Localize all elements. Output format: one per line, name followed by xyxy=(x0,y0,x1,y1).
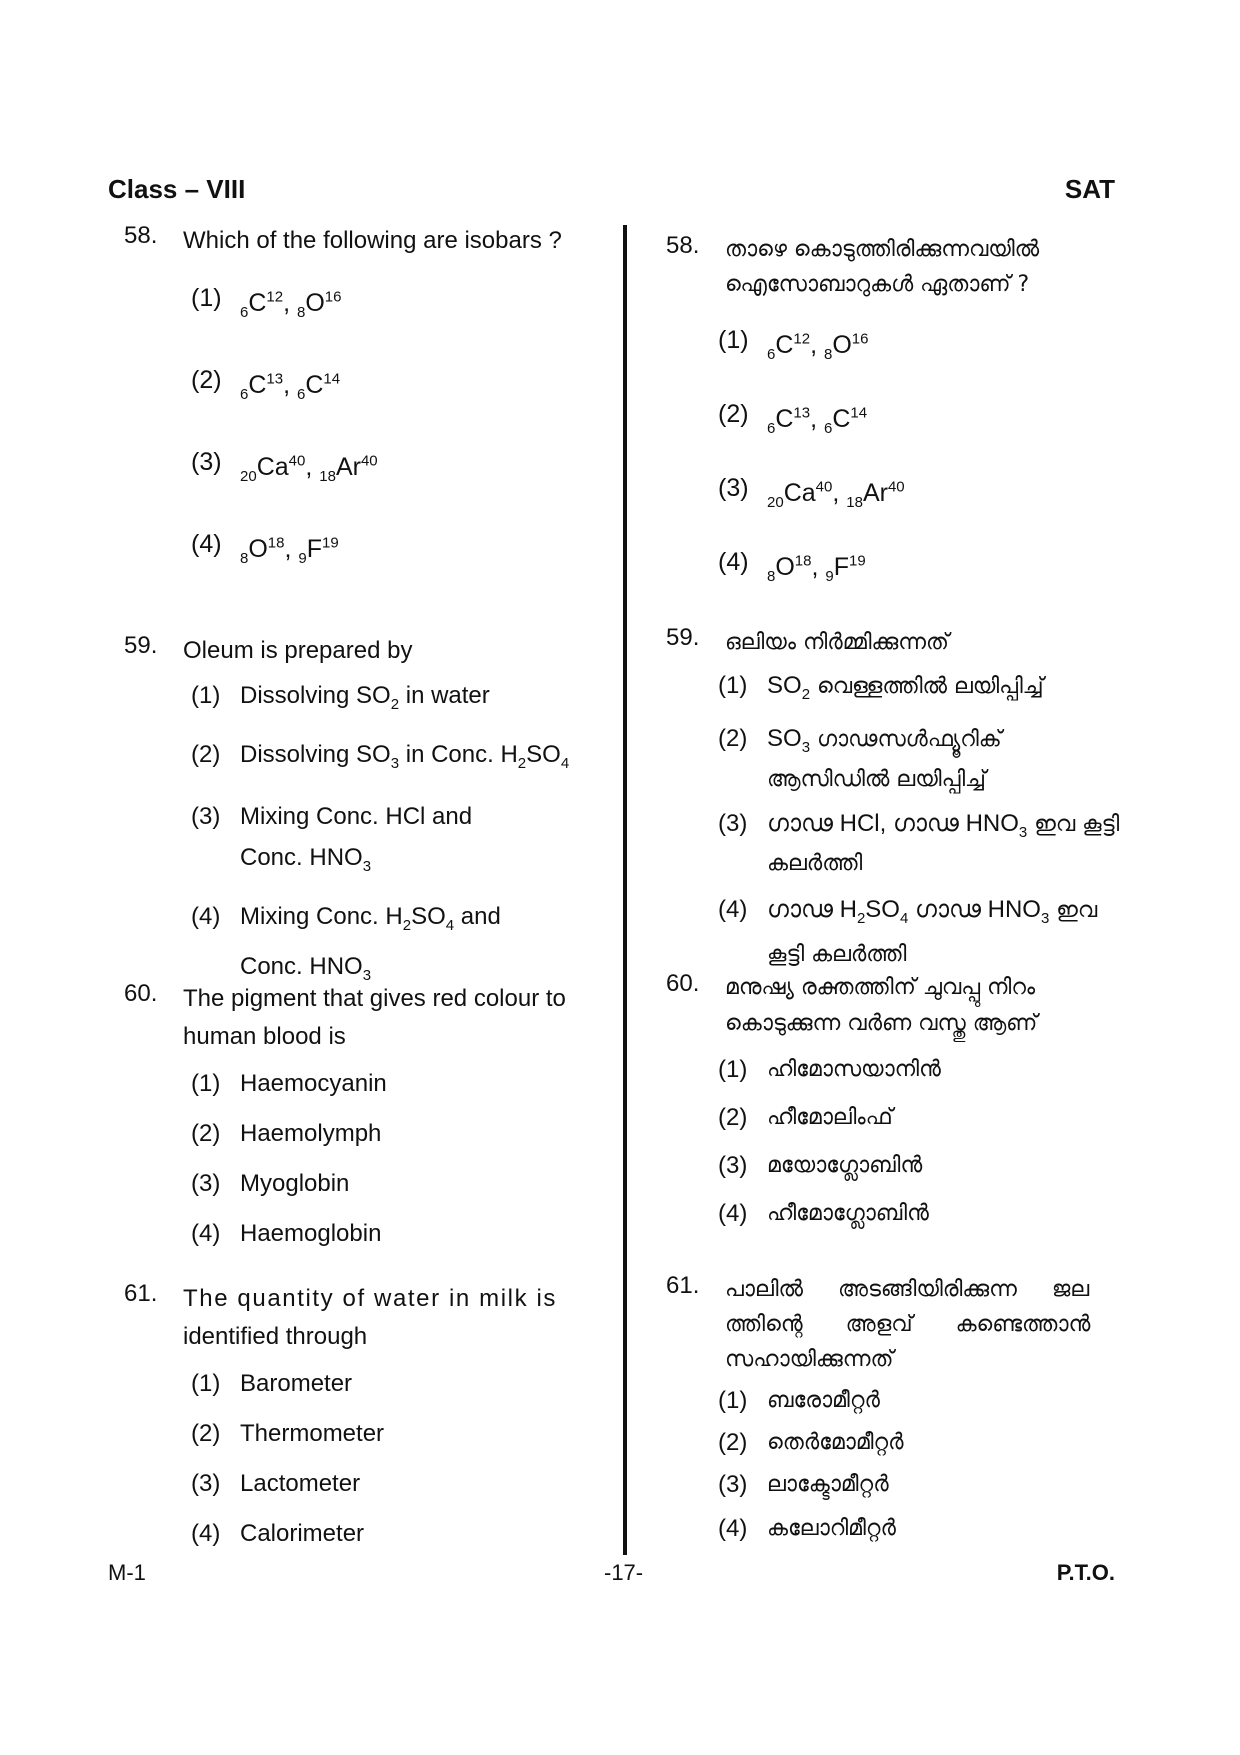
option-1 xyxy=(650,1052,1130,1088)
element-symbol: Ar xyxy=(862,479,888,508)
question-58 xyxy=(650,232,1130,624)
mass-number: 13 xyxy=(266,371,284,388)
element-symbol: Ar xyxy=(335,453,361,482)
option-text: and xyxy=(454,903,501,931)
question-number: 59. xyxy=(666,624,700,651)
question-line: The quantity of water in milk is xyxy=(183,1285,557,1312)
subscript: 3 xyxy=(362,966,372,984)
option-number: (2) xyxy=(191,740,221,768)
question-line: The pigment that gives red colour to xyxy=(183,985,566,1012)
option-4 xyxy=(650,1511,1130,1547)
question-line: കൊടുക്കുന്ന വർണ വസ്തു ആണ് xyxy=(725,1011,1038,1036)
option-3: (3) $_{20}Ca^{40}$, $_{18}Ar^{40}$ xyxy=(108,444,588,495)
option-text: in Conc. H xyxy=(399,740,518,768)
question-text: Which of the following are isobars ? xyxy=(183,227,562,254)
option-2: (2) $_6C^{13}$, $_6C^{14}$ xyxy=(108,362,588,413)
option-text: ലാക്ടോമീറ്റർ xyxy=(767,1472,889,1497)
subscript: 2 xyxy=(517,754,527,772)
option-text: Thermometer xyxy=(240,1420,385,1447)
option-3 xyxy=(650,808,1130,881)
question-text: Oleum is prepared by xyxy=(183,637,413,664)
element-symbol: O xyxy=(775,553,795,582)
option-3 xyxy=(108,796,588,887)
column-divider xyxy=(623,225,627,1555)
mass-number: 19 xyxy=(849,553,866,570)
option-text: Conc. HNO xyxy=(240,843,363,871)
option-number: (1) xyxy=(718,1056,748,1083)
element-symbol: Ca xyxy=(783,479,816,508)
question-number: 61. xyxy=(124,1280,158,1307)
option-number: (4) xyxy=(191,1520,221,1547)
option-text: Dissolving SO xyxy=(240,682,391,709)
option-number: (4) xyxy=(191,903,221,931)
question-line: സഹായിക്കുന്നത് xyxy=(725,1347,894,1372)
option-number: (2) xyxy=(191,1420,221,1447)
option-text: Haemocyanin xyxy=(240,1070,387,1097)
subscript: 2 xyxy=(801,685,811,703)
question-59 xyxy=(108,632,588,984)
option-3 xyxy=(108,1166,588,1202)
malayalam-column xyxy=(650,232,1130,1547)
element-symbol: C xyxy=(775,405,794,434)
question-61 xyxy=(108,1280,588,1552)
option-text: Barometer xyxy=(240,1370,353,1397)
option-number: (3) xyxy=(718,1471,748,1498)
atomic-number: 6 xyxy=(297,386,306,404)
option-3 xyxy=(650,1467,1130,1503)
question-number: 61. xyxy=(666,1272,700,1299)
question-60 xyxy=(108,980,588,1280)
option-text: ഹീമോലിംഫ് xyxy=(767,1105,893,1130)
mass-number: 40 xyxy=(815,479,833,496)
question-text xyxy=(725,970,1130,1042)
option-number: (2) xyxy=(718,1104,748,1131)
mass-number: 40 xyxy=(288,453,306,470)
option-text: ആസിഡിൽ ലയിപ്പിച്ച് xyxy=(767,766,986,792)
option-text: ഗാഢ HCl, ഗാഢ HNO xyxy=(767,809,1019,837)
option-number: (3) xyxy=(718,474,749,502)
subscript: 4 xyxy=(899,910,909,928)
question-59 xyxy=(650,624,1130,970)
question-number: 59. xyxy=(124,632,158,659)
mass-number: 16 xyxy=(851,331,869,348)
option-number: (4) xyxy=(191,1220,221,1247)
question-line: മനുഷ്യ രക്തത്തിന് ചുവപ്പു നിറം xyxy=(725,975,1036,1000)
subscript: 4 xyxy=(445,917,455,935)
exam-label: SAT xyxy=(1064,174,1115,204)
atomic-number: 9 xyxy=(298,550,307,568)
subscript: 4 xyxy=(560,754,570,772)
option-number: (1) xyxy=(191,284,222,312)
option-text: SO xyxy=(767,724,802,752)
page-number: -17- xyxy=(604,1560,644,1585)
option-text: in water xyxy=(399,682,490,709)
atomic-number: 6 xyxy=(767,420,776,438)
element-symbol: C xyxy=(248,371,267,400)
option-4: (4) $_8O^{18}$, $_9F^{19}$ xyxy=(650,544,1130,595)
option-text: Lactometer xyxy=(240,1470,361,1497)
element-symbol: F xyxy=(306,535,323,564)
option-text: Calorimeter xyxy=(240,1520,365,1547)
option-3: (3) $_{20}Ca^{40}$, $_{18}Ar^{40}$ xyxy=(650,470,1130,521)
mass-number: 16 xyxy=(324,289,342,306)
option-text: ഹീമോഗ്ലോബിൻ xyxy=(767,1201,929,1226)
option-text: കൂട്ടി കലർത്തി xyxy=(767,942,907,968)
element-symbol: C xyxy=(832,405,851,434)
option-1 xyxy=(108,678,588,723)
mass-number: 18 xyxy=(267,535,285,552)
atomic-number: 20 xyxy=(240,468,257,486)
atomic-number: 9 xyxy=(825,568,834,586)
question-line: human blood is xyxy=(183,1023,346,1050)
question-line: പാലിൽ അടങ്ങിയിരിക്കുന്ന ജല xyxy=(725,1277,1090,1302)
option-number: (4) xyxy=(191,530,222,558)
option-text: കലർത്തി xyxy=(767,851,863,877)
question-60 xyxy=(650,970,1130,1272)
question-line: ഐസോബാറുകൾ ഏതാണ് ? xyxy=(725,272,1030,297)
option-number: (1) xyxy=(718,672,748,699)
mass-number: 12 xyxy=(793,331,811,348)
mass-number: 19 xyxy=(322,535,339,552)
element-symbol: O xyxy=(832,331,852,360)
question-text xyxy=(183,980,588,1056)
mass-number: 14 xyxy=(850,405,868,422)
atomic-number: 18 xyxy=(846,494,863,512)
option-number: (4) xyxy=(718,896,748,924)
option-text: Mixing Conc. H xyxy=(240,903,403,931)
question-number: 58. xyxy=(666,232,700,259)
option-text: തെർമോമീറ്റർ xyxy=(767,1430,904,1455)
mass-number: 18 xyxy=(794,553,812,570)
subscript: 2 xyxy=(856,910,866,928)
question-line: താഴെ കൊടുത്തിരിക്കുന്നവയിൽ xyxy=(725,237,1040,262)
question-line: identified through xyxy=(183,1323,368,1350)
option-text: വെള്ളത്തിൽ ലയിപ്പിച്ച് xyxy=(810,674,1044,699)
option-number: (4) xyxy=(718,1515,748,1542)
atomic-number: 20 xyxy=(767,494,784,512)
option-number: (2) xyxy=(191,1120,221,1147)
option-text: ഗാഢ H xyxy=(767,896,857,924)
option-number: (3) xyxy=(191,448,222,476)
option-number: (3) xyxy=(718,809,748,837)
option-text: Dissolving SO xyxy=(240,740,391,768)
option-2: (2) $_6C^{13}$, $_6C^{14}$ xyxy=(650,396,1130,447)
option-number: (4) xyxy=(718,548,749,576)
element-symbol: O xyxy=(248,535,268,564)
question-text xyxy=(725,232,1130,302)
element-symbol: Ca xyxy=(256,453,289,482)
question-number: 60. xyxy=(124,980,158,1007)
element-symbol: C xyxy=(305,371,324,400)
mass-number: 40 xyxy=(360,453,378,470)
option-number: (1) xyxy=(718,1387,748,1414)
element-symbol: F xyxy=(833,553,850,582)
question-text xyxy=(725,1272,1130,1377)
option-3 xyxy=(108,1466,588,1502)
option-text: ബരോമീറ്റർ xyxy=(767,1388,880,1413)
option-text: ഹിമോസയാനിൻ xyxy=(767,1057,941,1082)
mass-number: 40 xyxy=(887,479,905,496)
option-text: SO xyxy=(411,903,446,931)
element-symbol: C xyxy=(248,289,267,318)
question-number: 58. xyxy=(124,222,158,249)
option-1 xyxy=(650,668,1130,713)
mass-number: 13 xyxy=(793,405,811,422)
option-4 xyxy=(108,1516,588,1552)
question-line: ത്തിന്റെ അളവ് കണ്ടെത്താൻ xyxy=(725,1312,1091,1337)
option-number: (4) xyxy=(718,1200,748,1227)
option-2 xyxy=(650,1100,1130,1136)
pto-label: P.T.O. xyxy=(1056,1560,1115,1585)
option-1 xyxy=(108,1066,588,1102)
option-text: ഇവ കൂട്ടി xyxy=(1027,811,1120,837)
option-text: SO xyxy=(526,740,561,768)
question-number: 60. xyxy=(666,970,700,997)
atomic-number: 18 xyxy=(319,468,336,486)
option-text: Haemoglobin xyxy=(240,1220,382,1247)
option-2 xyxy=(650,723,1130,796)
element-symbol: O xyxy=(305,289,325,318)
atomic-number: 8 xyxy=(767,568,776,586)
option-number: (3) xyxy=(191,1470,221,1497)
option-3 xyxy=(650,1148,1130,1184)
mass-number: 14 xyxy=(323,371,341,388)
atomic-number: 8 xyxy=(824,346,833,364)
option-text: ഗാഢസൾഫ്യൂറിക് xyxy=(810,726,1002,752)
option-4 xyxy=(108,1216,588,1252)
option-text: ഇവ xyxy=(1049,898,1098,924)
question-text xyxy=(183,1280,588,1356)
option-text: Myoglobin xyxy=(240,1170,350,1197)
atomic-number: 8 xyxy=(297,304,306,322)
mass-number: 12 xyxy=(266,289,284,306)
option-4 xyxy=(650,1196,1130,1232)
option-text: ഗാഢ HNO xyxy=(908,896,1041,924)
option-1 xyxy=(108,1366,588,1402)
option-text: കലോറിമീറ്റർ xyxy=(767,1516,896,1541)
element-symbol: C xyxy=(775,331,794,360)
option-text: SO xyxy=(767,672,802,699)
option-number: (2) xyxy=(718,1429,748,1456)
english-column xyxy=(108,222,588,1552)
option-2 xyxy=(108,1416,588,1452)
option-number: (3) xyxy=(718,1152,748,1179)
option-1: (1) $_6C^{12}$, $_8O^{16}$ xyxy=(108,280,588,331)
option-text: SO xyxy=(865,896,900,924)
class-label: Class – VIII xyxy=(108,174,246,204)
option-2 xyxy=(108,1116,588,1152)
subscript: 3 xyxy=(1040,910,1050,928)
option-4: (4) $_8O^{18}$, $_9F^{19}$ xyxy=(108,526,588,577)
atomic-number: 8 xyxy=(240,550,249,568)
option-2 xyxy=(108,737,588,782)
atomic-number: 6 xyxy=(240,386,249,404)
option-4 xyxy=(650,892,1130,973)
option-number: (2) xyxy=(718,400,749,428)
option-number: (1) xyxy=(191,1070,221,1097)
option-number: (1) xyxy=(191,682,221,709)
subscript: 3 xyxy=(1018,823,1028,841)
option-number: (3) xyxy=(191,1170,221,1197)
option-1: (1) $_6C^{12}$, $_8O^{16}$ xyxy=(650,322,1130,373)
option-text: Mixing Conc. HCl and xyxy=(240,802,473,830)
question-text: ഒലിയം നിർമ്മിക്കുന്നത് xyxy=(725,630,950,655)
option-number: (1) xyxy=(191,1370,221,1397)
subscript: 3 xyxy=(801,738,811,756)
option-text: മയോഗ്ലോബിൻ xyxy=(767,1153,923,1178)
atomic-number: 6 xyxy=(824,420,833,438)
option-number: (1) xyxy=(718,326,749,354)
paper-code: M-1 xyxy=(108,1560,146,1585)
atomic-number: 6 xyxy=(240,304,249,322)
option-1 xyxy=(650,1383,1130,1419)
option-text: Conc. HNO xyxy=(240,953,363,981)
subscript: 2 xyxy=(390,695,400,713)
subscript: 2 xyxy=(402,917,412,935)
option-2 xyxy=(650,1425,1130,1461)
subscript: 3 xyxy=(362,857,372,875)
option-text: Haemolymph xyxy=(240,1120,382,1147)
subscript: 3 xyxy=(390,754,400,772)
option-number: (2) xyxy=(718,724,748,752)
atomic-number: 6 xyxy=(767,346,776,364)
option-number: (2) xyxy=(191,366,222,394)
option-number: (3) xyxy=(191,802,221,830)
question-58 xyxy=(108,222,588,632)
question-61 xyxy=(650,1272,1130,1547)
